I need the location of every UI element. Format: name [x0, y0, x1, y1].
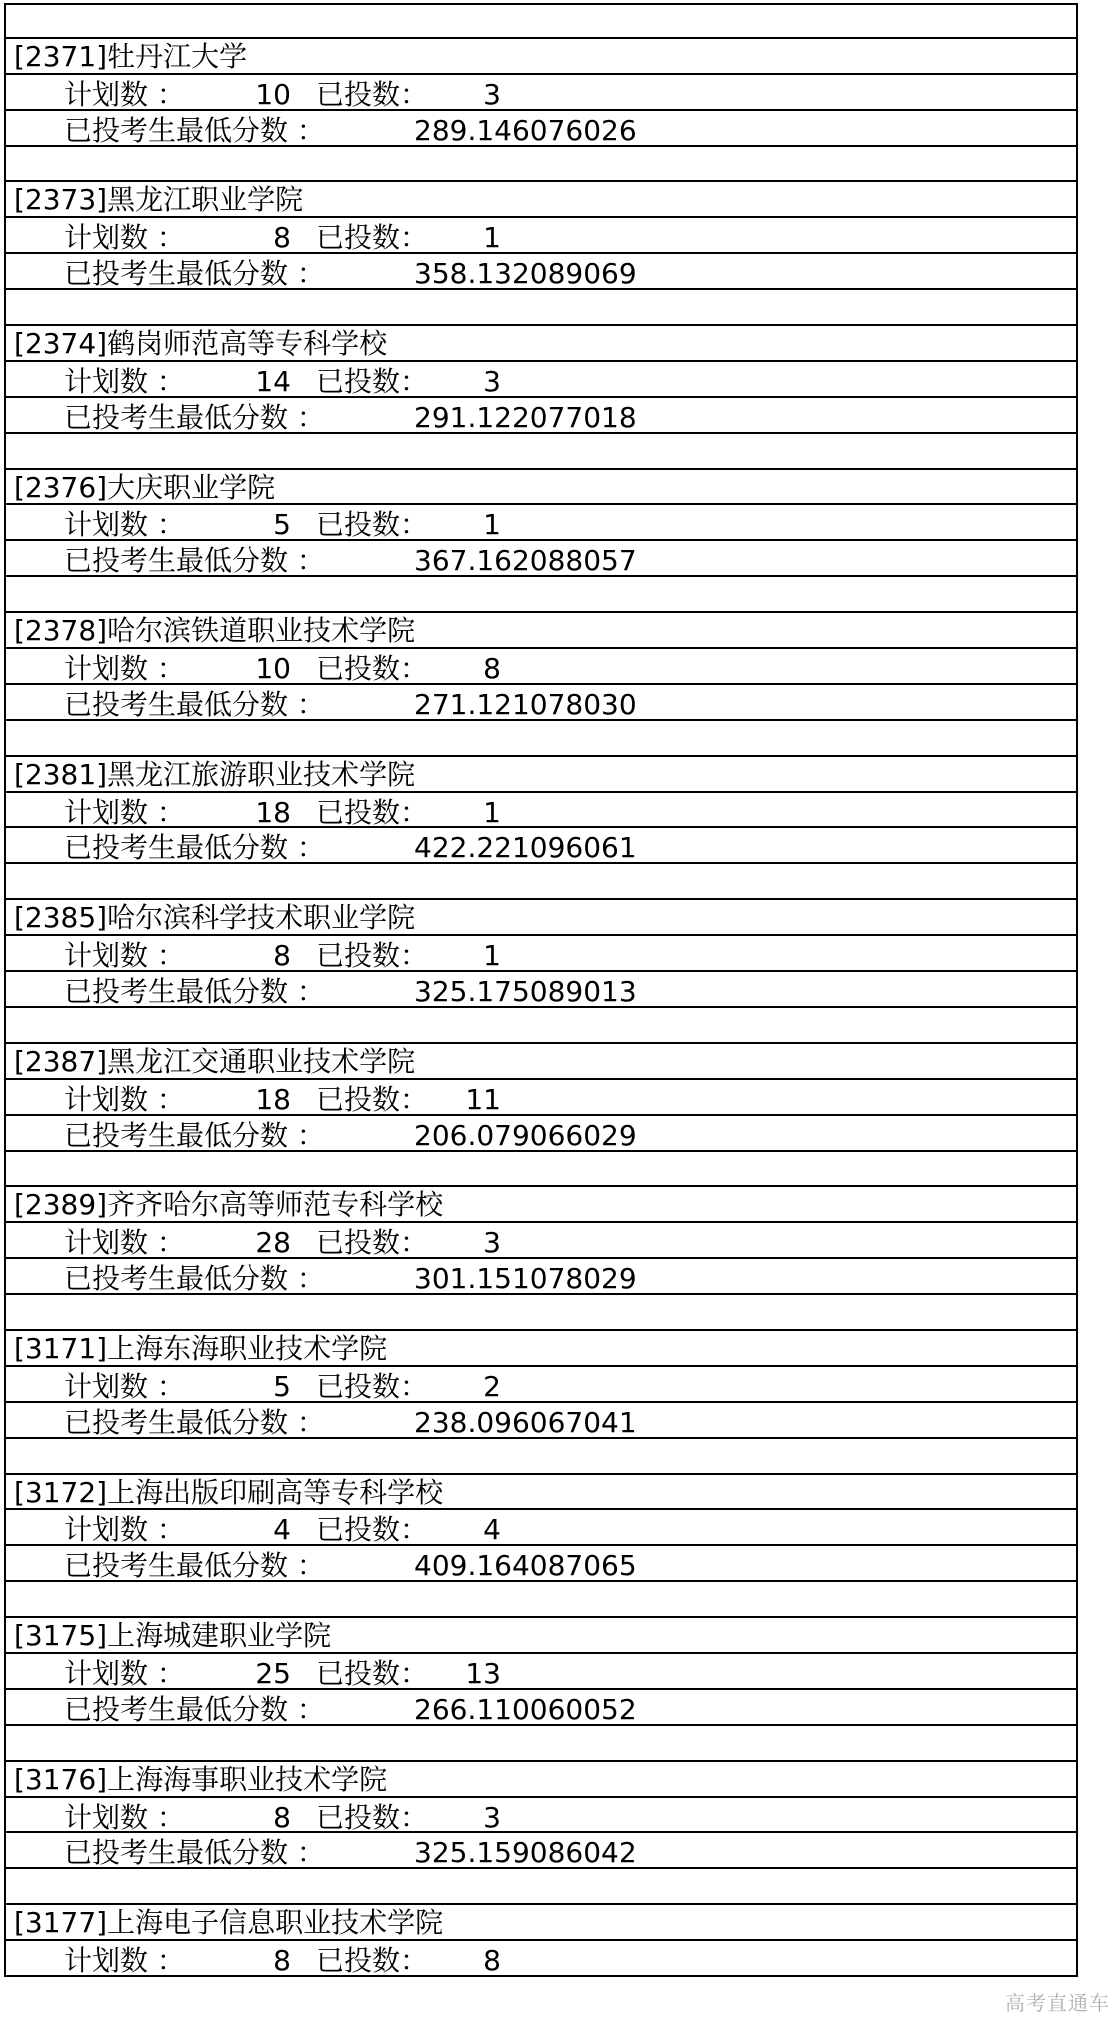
plan-count: 18 — [255, 795, 291, 829]
min-score-value: 289.146076026 — [414, 113, 637, 147]
min-score-value: 409.164087065 — [414, 1549, 637, 1583]
blank-row — [6, 434, 1076, 470]
cast-count: 2 — [483, 1369, 501, 1403]
cast-count: 3 — [483, 364, 501, 398]
plan-row — [6, 1654, 1076, 1690]
school-name-row: [3176]上海海事职业技术学院 — [6, 1762, 1076, 1798]
cast-label: 已投数： — [316, 795, 429, 829]
plan-label: 计划数 ： — [64, 939, 185, 973]
blank-row — [6, 864, 1076, 900]
min-score-value: 325.159086042 — [414, 1836, 637, 1870]
cast-label: 已投数： — [316, 1513, 429, 1547]
blank-row — [6, 1582, 1076, 1618]
min-score-value: 271.121078030 — [414, 687, 637, 721]
min-score-label: 已投考生最低分数 ： — [64, 400, 325, 434]
cast-label: 已投数： — [316, 1800, 429, 1834]
plan-count: 18 — [255, 1082, 291, 1116]
plan-count: 8 — [273, 1800, 291, 1834]
cast-label: 已投数： — [316, 1656, 429, 1690]
plan-label: 计划数 ： — [64, 652, 185, 685]
school-name-row: [3172]上海出版印刷高等专科学校 — [6, 1475, 1076, 1511]
school-name-row: [3175]上海城建职业学院 — [6, 1618, 1076, 1654]
cast-count: 4 — [483, 1513, 501, 1547]
cast-label: 已投数： — [316, 1082, 429, 1116]
blank-row — [6, 1152, 1076, 1188]
min-score-label: 已投考生最低分数 ： — [64, 1549, 325, 1583]
min-score-value: 266.110060052 — [414, 1692, 637, 1726]
min-score-row — [6, 828, 1076, 864]
plan-row — [6, 1941, 1076, 1977]
cast-count: 1 — [483, 221, 501, 255]
plan-label: 计划数 ： — [64, 1369, 185, 1403]
min-score-label: 已投考生最低分数 ： — [64, 1836, 325, 1870]
school-name-row: [2374]鹤岗师范高等专科学校 — [6, 326, 1076, 362]
plan-count: 14 — [255, 364, 291, 398]
blank-row — [6, 147, 1076, 183]
blank-row — [6, 577, 1076, 613]
watermark: 高考直通车 — [1005, 1991, 1110, 2015]
blank-row — [6, 721, 1076, 757]
cast-label: 已投数： — [316, 1944, 429, 1977]
plan-label: 计划数 ： — [64, 364, 185, 398]
school-name-row: [2376]大庆职业学院 — [6, 470, 1076, 506]
min-score-label: 已投考生最低分数 ： — [64, 544, 325, 578]
plan-count: 10 — [255, 77, 291, 111]
min-score-label: 已投考生最低分数 ： — [64, 687, 325, 721]
min-score-row — [6, 1403, 1076, 1439]
plan-row — [6, 1080, 1076, 1116]
cast-count: 8 — [483, 652, 501, 685]
blank-row — [6, 3, 1076, 39]
school-name-row: [3171]上海东海职业技术学院 — [6, 1331, 1076, 1367]
plan-row — [6, 1367, 1076, 1403]
min-score-row — [6, 685, 1076, 721]
cast-label: 已投数： — [316, 1369, 429, 1403]
cast-label: 已投数： — [316, 508, 429, 542]
school-name-row: [2385]哈尔滨科学技术职业学院 — [6, 900, 1076, 936]
plan-label: 计划数 ： — [64, 221, 185, 255]
plan-count: 8 — [273, 1944, 291, 1977]
min-score-label: 已投考生最低分数 ： — [64, 1405, 325, 1439]
min-score-label: 已投考生最低分数 ： — [64, 257, 325, 291]
cast-label: 已投数： — [316, 77, 429, 111]
blank-row — [6, 1439, 1076, 1475]
plan-count: 8 — [273, 221, 291, 255]
min-score-label: 已投考生最低分数 ： — [64, 831, 325, 865]
school-name-row: [2381]黑龙江旅游职业技术学院 — [6, 757, 1076, 793]
plan-count: 5 — [273, 508, 291, 542]
plan-label: 计划数 ： — [64, 795, 185, 829]
blank-row — [6, 290, 1076, 326]
min-score-row — [6, 1690, 1076, 1726]
min-score-value: 422.221096061 — [414, 831, 637, 865]
plan-label: 计划数 ： — [64, 508, 185, 542]
cast-count: 3 — [483, 77, 501, 111]
plan-label: 计划数 ： — [64, 1656, 185, 1690]
min-score-row — [6, 972, 1076, 1008]
plan-label: 计划数 ： — [64, 1800, 185, 1834]
school-name-row: [2389]齐齐哈尔高等师范专科学校 — [6, 1187, 1076, 1223]
min-score-value: 238.096067041 — [414, 1405, 637, 1439]
plan-row — [6, 75, 1076, 111]
cast-label: 已投数： — [316, 364, 429, 398]
plan-row — [6, 649, 1076, 685]
min-score-row — [6, 254, 1076, 290]
plan-label: 计划数 ： — [64, 1513, 185, 1547]
school-name-row: [3177]上海电子信息职业技术学院 — [6, 1905, 1076, 1941]
school-name-row: [2373]黑龙江职业学院 — [6, 182, 1076, 218]
plan-count: 28 — [255, 1226, 291, 1260]
plan-count: 4 — [273, 1513, 291, 1547]
blank-row — [6, 1295, 1076, 1331]
min-score-value: 291.122077018 — [414, 400, 637, 434]
plan-row — [6, 936, 1076, 972]
cast-count: 11 — [465, 1082, 501, 1116]
min-score-value: 325.175089013 — [414, 975, 637, 1008]
plan-row — [6, 362, 1076, 398]
cast-label: 已投数： — [316, 652, 429, 685]
school-name-row: [2378]哈尔滨铁道职业技术学院 — [6, 613, 1076, 649]
cast-count: 3 — [483, 1226, 501, 1260]
plan-label: 计划数 ： — [64, 1082, 185, 1116]
plan-row — [6, 793, 1076, 829]
min-score-label: 已投考生最低分数 ： — [64, 1692, 325, 1726]
plan-count: 5 — [273, 1369, 291, 1403]
min-score-value: 206.079066029 — [414, 1118, 637, 1152]
min-score-label: 已投考生最低分数 ： — [64, 113, 325, 147]
plan-row — [6, 218, 1076, 254]
cast-label: 已投数： — [316, 939, 429, 973]
plan-label: 计划数 ： — [64, 77, 185, 111]
cast-count: 3 — [483, 1800, 501, 1834]
min-score-row — [6, 1259, 1076, 1295]
plan-count: 10 — [255, 652, 291, 685]
cast-count: 8 — [483, 1944, 501, 1977]
school-name-row: [2371]牡丹江大学 — [6, 39, 1076, 75]
min-score-row — [6, 541, 1076, 577]
plan-row — [6, 1798, 1076, 1834]
min-score-label: 已投考生最低分数 ： — [64, 1118, 325, 1152]
plan-row — [6, 505, 1076, 541]
admission-sheet — [4, 3, 1078, 1977]
cast-count: 1 — [483, 939, 501, 973]
min-score-value: 358.132089069 — [414, 257, 637, 291]
plan-row — [6, 1510, 1076, 1546]
blank-row — [6, 1869, 1076, 1905]
min-score-value: 301.151078029 — [414, 1262, 637, 1296]
min-score-row — [6, 1546, 1076, 1582]
min-score-row — [6, 1833, 1076, 1869]
plan-count: 25 — [255, 1656, 291, 1690]
min-score-value: 367.162088057 — [414, 544, 637, 578]
school-name-row: [2387]黑龙江交通职业技术学院 — [6, 1044, 1076, 1080]
cast-count: 13 — [465, 1656, 501, 1690]
cast-count: 1 — [483, 795, 501, 829]
plan-label: 计划数 ： — [64, 1944, 185, 1977]
plan-label: 计划数 ： — [64, 1226, 185, 1260]
min-score-label: 已投考生最低分数 ： — [64, 975, 325, 1008]
min-score-row — [6, 1116, 1076, 1152]
cast-label: 已投数： — [316, 1226, 429, 1260]
min-score-row — [6, 398, 1076, 434]
cast-label: 已投数： — [316, 221, 429, 255]
blank-row — [6, 1008, 1076, 1044]
plan-count: 8 — [273, 939, 291, 973]
min-score-row — [6, 111, 1076, 147]
cast-count: 1 — [483, 508, 501, 542]
min-score-label: 已投考生最低分数 ： — [64, 1262, 325, 1296]
plan-row — [6, 1223, 1076, 1259]
blank-row — [6, 1726, 1076, 1762]
